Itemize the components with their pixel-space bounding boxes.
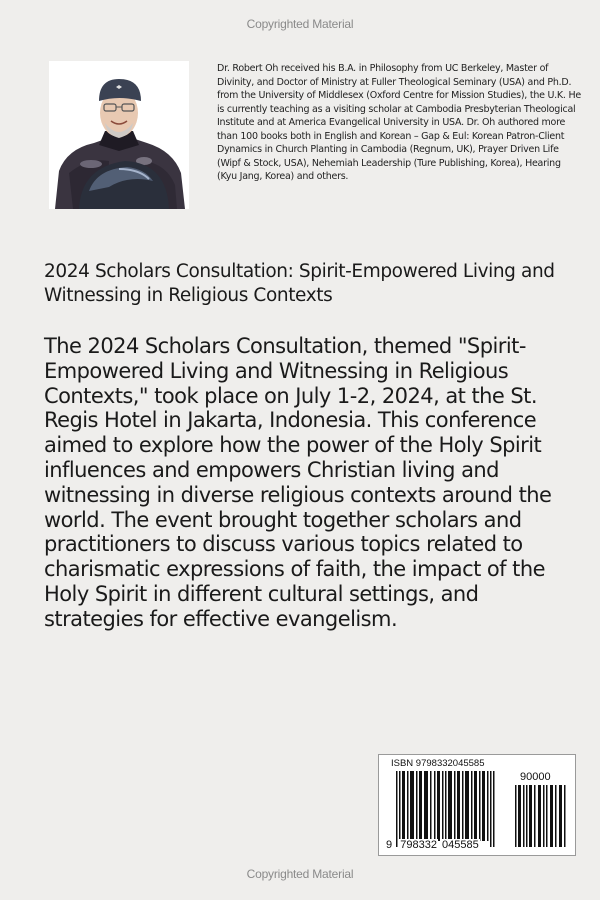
barcode-digit-group-1: 798332 [400, 839, 437, 851]
barcode-digit-group-2: 045585 [442, 839, 479, 851]
isbn-label: ISBN 9798332045585 [391, 758, 485, 769]
copyright-watermark-top: Copyrighted Material [246, 17, 354, 31]
author-photo [49, 61, 189, 209]
barcode-bars-icon [396, 771, 498, 847]
isbn-barcode [378, 754, 576, 856]
barcode-digit-first: 9 [386, 839, 393, 851]
price-code: 90000 [520, 771, 551, 783]
barcode-digits [385, 839, 480, 851]
author-portrait-icon [49, 61, 189, 209]
author-bio: Dr. Robert Oh received his B.A. in Philosophy from UC Berkeley, Master of Divinity, and Doctor of Ministry at Fuller Theological Seminary (USA) and Ph.D. from the University of Middlesex (Oxford Centre for Mission Studies), the U.K. He is currently teaching as a visiting scholar at Cambodia Presbyterian Theological Institute and at America Evangelical University in USA. Dr. Oh authored more than 100 books both in English and Korean – Gap & Eul: Korean Patron-Client Dynamics in Church Planting in Cambodia (Regnum, UK), Prayer Driven Life (Wipf & Stock, USA), Nehemiah Leadership (Ture Publishing, Korea), Hearing (Kyu Jang, Korea) and others. [217, 63, 581, 182]
book-title: 2024 Scholars Consultation: Spirit-Empowered Living and Witnessing in Religious Contexts [44, 261, 555, 306]
addon-barcode-bars-icon [515, 785, 569, 847]
copyright-watermark-bottom: Copyrighted Material [246, 867, 354, 881]
book-description: The 2024 Scholars Consultation, themed "Spirit-Empowered Living and Witnessing in Religious Contexts," took place on July 1-2, 2024, at the St. Regis Hotel in Jakarta, Indonesia. This conference aimed to explore how the power of the Holy Spirit influences and empowers Christian living and witnessing in diverse religious contexts around the world. The event brought together scholars and practitioners to discuss various topics related to charismatic expressions of faith, the impact of the Holy Spirit in different cultural settings, and strategies for effective evangelism. [44, 334, 552, 631]
